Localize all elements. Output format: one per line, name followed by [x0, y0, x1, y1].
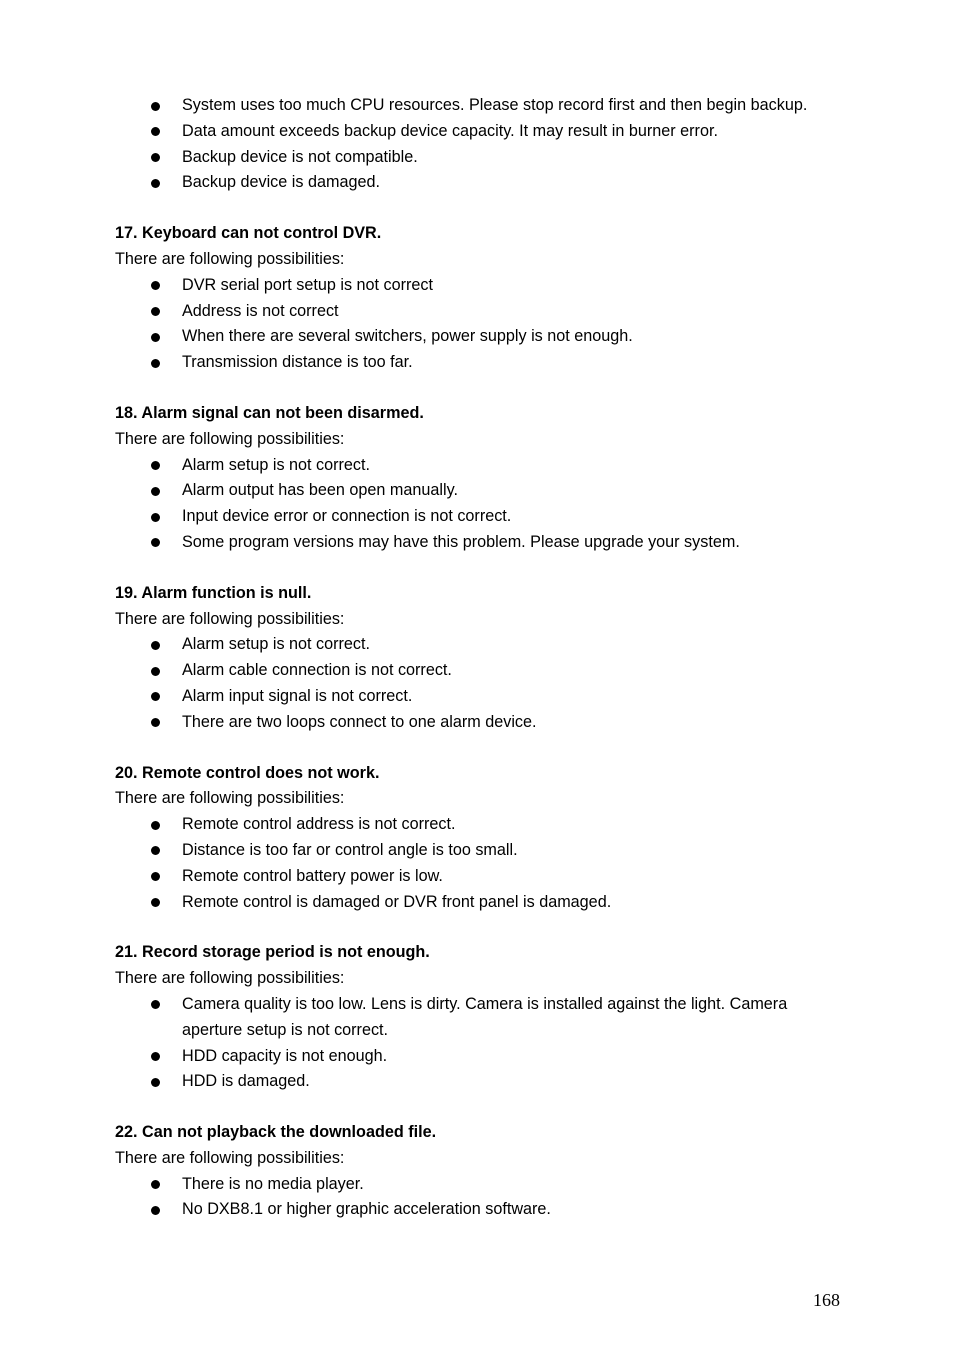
bullet-icon: [151, 179, 160, 188]
list-item-text: Remote control battery power is low.: [182, 866, 443, 885]
page-content: [115, 93, 845, 1223]
bullet-list: [115, 992, 845, 1095]
section-17: [115, 221, 845, 376]
bullet-icon: [151, 1052, 160, 1061]
list-item-text: Camera quality is too low. Lens is dirty. Camera is installed against the light. Camera aperture setup is not correct.: [182, 994, 788, 1039]
bullet-icon: [151, 846, 160, 855]
section-intro: There are following possibilities:: [115, 1148, 345, 1167]
bullet-icon: [151, 1206, 160, 1215]
list-item: [115, 145, 845, 171]
bullet-icon: [151, 821, 160, 830]
bullet-icon: [151, 1180, 160, 1189]
list-item: [115, 1044, 845, 1070]
list-item: [115, 684, 845, 710]
list-item-text: Remote control is damaged or DVR front panel is damaged.: [182, 892, 612, 911]
list-item-text: Transmission distance is too far.: [182, 353, 413, 372]
list-item: [115, 324, 845, 350]
list-item: [115, 453, 845, 479]
bullet-list: [115, 632, 845, 735]
list-item-text: Distance is too far or control angle is too small.: [182, 840, 518, 859]
section-18: [115, 401, 845, 556]
list-item: [115, 504, 845, 530]
bullet-icon: [151, 872, 160, 881]
bullet-list: [115, 273, 845, 376]
list-item-text: Alarm setup is not correct.: [182, 455, 371, 474]
section-intro: There are following possibilities:: [115, 969, 345, 988]
list-item-text: HDD capacity is not enough.: [182, 1046, 388, 1065]
list-item: [115, 1172, 845, 1198]
list-item-text: Alarm output has been open manually.: [182, 481, 458, 500]
bullet-icon: [151, 513, 160, 522]
section-heading: 18. Alarm signal can not been disarmed.: [115, 403, 424, 422]
section-intro: There are following possibilities:: [115, 249, 345, 268]
bullet-icon: [151, 538, 160, 547]
list-item: [115, 992, 845, 1044]
section-22: [115, 1120, 845, 1223]
list-item: [115, 864, 845, 890]
bullet-icon: [151, 153, 160, 162]
bullet-icon: [151, 127, 160, 136]
list-item-text: Backup device is damaged.: [182, 173, 380, 192]
list-item: [115, 530, 845, 556]
bullet-icon: [151, 718, 160, 727]
list-item: [115, 838, 845, 864]
list-item-text: Alarm cable connection is not correct.: [182, 661, 452, 680]
bullet-icon: [151, 1000, 160, 1009]
section-heading: 17. Keyboard can not control DVR.: [115, 224, 382, 243]
bullet-icon: [151, 461, 160, 470]
bullet-list: [115, 812, 845, 915]
list-item-text: No DXB8.1 or higher graphic acceleration software.: [182, 1200, 551, 1219]
bullet-icon: [151, 641, 160, 650]
list-item: [115, 812, 845, 838]
list-item-text: Some program versions may have this problem. Please upgrade your system.: [182, 532, 740, 551]
list-item: [115, 273, 845, 299]
bullet-list: [115, 1172, 845, 1224]
list-item: [115, 119, 845, 145]
list-item: [115, 710, 845, 736]
section-intro: There are following possibilities:: [115, 429, 345, 448]
page-number: 168: [813, 1290, 840, 1310]
bullet-icon: [151, 667, 160, 676]
section-21: [115, 940, 845, 1095]
section-heading: 19. Alarm function is null.: [115, 583, 312, 602]
list-item-text: System uses too much CPU resources. Please stop record first and then begin backup.: [182, 96, 808, 114]
bullet-icon: [151, 692, 160, 701]
bullet-icon: [151, 487, 160, 496]
section-19: [115, 581, 845, 736]
list-item: [115, 93, 845, 119]
bullet-icon: [151, 1078, 160, 1087]
bullet-icon: [151, 898, 160, 907]
bullet-icon: [151, 307, 160, 316]
list-item: [115, 299, 845, 325]
list-item-text: DVR serial port setup is not correct: [182, 275, 434, 294]
list-item: [115, 890, 845, 916]
list-item-text: Data amount exceeds backup device capacity. It may result in burner error.: [182, 121, 718, 140]
list-item-text: Alarm setup is not correct.: [182, 635, 371, 654]
list-item-text: There is no media player.: [182, 1174, 364, 1193]
section-heading: 22. Can not playback the downloaded file.: [115, 1123, 437, 1142]
list-item-text: When there are several switchers, power supply is not enough.: [182, 327, 633, 346]
list-item: [115, 632, 845, 658]
section-intro: There are following possibilities:: [115, 789, 345, 808]
list-item-text: HDD is damaged.: [182, 1072, 310, 1091]
bullet-icon: [151, 359, 160, 368]
list-item-text: Alarm input signal is not correct.: [182, 686, 413, 705]
bullet-icon: [151, 281, 160, 290]
list-item: [115, 478, 845, 504]
list-item: [115, 1197, 845, 1223]
list-item: [115, 1069, 845, 1095]
list-item-text: Remote control address is not correct.: [182, 815, 456, 834]
list-item: [115, 658, 845, 684]
section-heading: 21. Record storage period is not enough.: [115, 943, 430, 962]
bullet-icon: [151, 102, 160, 111]
list-item-text: Input device error or connection is not correct.: [182, 507, 512, 526]
section-heading: 20. Remote control does not work.: [115, 763, 380, 782]
section-intro: There are following possibilities:: [115, 609, 345, 628]
list-item-text: Backup device is not compatible.: [182, 147, 418, 166]
list-item-text: Address is not correct: [182, 301, 339, 320]
bullet-icon: [151, 333, 160, 342]
list-item-text: There are two loops connect to one alarm device.: [182, 712, 537, 731]
bullet-list: [115, 453, 845, 556]
list-item: [115, 170, 845, 196]
list-item: [115, 350, 845, 376]
top-bullet-list: [115, 93, 845, 196]
section-20: [115, 761, 845, 916]
